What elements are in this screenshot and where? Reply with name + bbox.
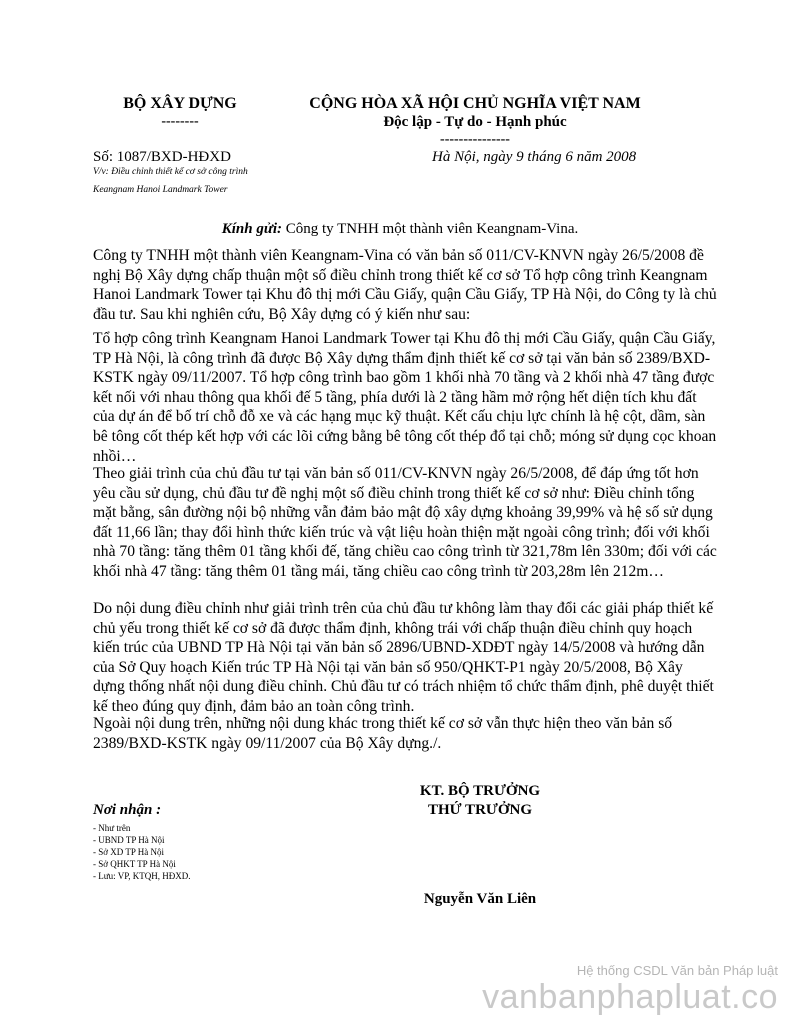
addressee-label: Kính gửi:	[221, 221, 282, 237]
subject-line-2: Keangnam Hanoi Landmark Tower	[93, 185, 228, 195]
signature-title-1: KT. BỘ TRƯỞNG	[419, 783, 541, 799]
signature-title-2: THỨ TRƯỞNG	[427, 802, 533, 818]
subject-line-1: V/v: Điều chỉnh thiết kế cơ sở công trình	[93, 167, 248, 177]
agency-name: BỘ XÂY DỰNG	[123, 95, 237, 112]
nation-title: CỘNG HÒA XÃ HỘI CHỦ NGHĨA VIỆT NAM	[309, 95, 641, 112]
watermark-caption: Hệ thống CSDL Văn bản Pháp luật	[576, 963, 778, 978]
recipient-item: - Như trên	[93, 823, 131, 833]
recipient-item: - Sở XD TP Hà Nội	[93, 847, 165, 857]
signer-name: Nguyễn Văn Liên	[423, 891, 537, 907]
addressee-name: Công ty TNHH một thành viên Keangnam-Vina.	[281, 221, 579, 237]
document-number: Số: 1087/BXD-HĐXD	[93, 149, 231, 165]
body-paragraph-3: Theo giải trình của chủ đầu tư tại văn bản số 011/CV-KNVN ngày 26/5/2008, để đáp ứng tốt hơn yêu cầu sử dụng, chủ đầu tư đề nghị một số điều chỉnh trong thiết kế cơ sở như: Điều chỉnh tổng mặt bằng, sân đường nội bộ những vẫn đảm bảo mật độ xây dựng khoảng 39,99% và hệ số sử dụng đất 11,66 lần; thay đổi hình thức kiến trúc và vật liệu hoàn thiện mặt ngoài công trình; đối với khối nhà 70 tầng: tăng thêm 01 tầng khối đế, tăng chiều cao công trình từ 321,78m lên 330m; đối với các khối nhà 47 tầng: tăng thêm 01 tầng mái, tăng chiều cao công trình từ 203,28m lên 212m…	[93, 465, 717, 580]
recipients-list	[93, 822, 190, 882]
body-paragraph-5: Ngoài nội dung trên, những nội dung khác trong thiết kế cơ sở vẫn thực hiện theo văn bản số 2389/BXD-KSTK ngày 09/11/2007 của Bộ Xây dựng./.	[93, 715, 673, 752]
watermark-site: vanbanphapluat.co	[482, 978, 778, 1016]
body-paragraph-1: Công ty TNHH một thành viên Keangnam-Vina có văn bản số 011/CV-KNVN ngày 26/5/2008 đề nghị Bộ Xây dựng chấp thuận một số điều chỉnh trong thiết kế cơ sở Tổ hợp công trình Keangnam Hanoi Landmark Tower tại Khu đô thị mới Cầu Giấy, quận Cầu Giấy, TP Hà Nội, do Công ty là chủ đầu tư. Sau khi nghiên cứu, Bộ Xây dựng có ý kiến như sau:	[93, 247, 717, 323]
place-date: Hà Nội, ngày 9 tháng 6 năm 2008	[432, 149, 637, 165]
recipient-item: - Sở QHKT TP Hà Nội	[93, 859, 176, 869]
body-paragraph-4: Do nội dung điều chỉnh như giải trình trên của chủ đầu tư không làm thay đổi các giải pháp thiết kế chủ yếu trong thiết kế cơ sở đã được thẩm định, không trái với chấp thuận điều chỉnh quy hoạch kiến trúc của UBND TP Hà Nội tại văn bản số 2896/UBND-XDĐT ngày 14/5/2008 và hướng dẫn của Sở Quy hoạch Kiến trúc TP Hà Nội tại văn bản số 950/QHKT-P1 ngày 20/5/2008, Bộ Xây dựng thống nhất nội dung điều chỉnh. Chủ đầu tư có trách nhiệm tổ chức thẩm định, phê duyệt thiết kế theo đúng quy định, đảm bảo an toàn công trình.	[93, 600, 714, 715]
recipient-item: - Lưu: VP, KTQH, HĐXD.	[93, 871, 191, 881]
body-paragraph-2: Tổ hợp công trình Keangnam Hanoi Landmark Tower tại Khu đô thị mới Cầu Giấy, quận Cầu Giấy, TP Hà Nội, là công trình đã được Bộ Xây dựng thẩm định thiết kế cơ sở tại văn bản số 2389/BXD-KSTK ngày 09/11/2007. Tổ hợp công trình bao gồm 1 khối nhà 70 tầng và 2 khối nhà 47 tầng được kết nối với nhau thông qua khối đế 5 tầng, phía dưới là 2 tầng hầm mở rộng hết diện tích khu đất của dự án để bố trí chỗ đỗ xe và các hạng mục kỹ thuật. Kết cấu chịu lực chính là hệ cột, dầm, sàn bê tông cốt thép kết hợp với các lõi cứng bằng bê tông cốt thép đổ tại chỗ; móng sử dụng cọc khoan nhồi…	[93, 330, 717, 465]
motto: Độc lập - Tự do - Hạnh phúc	[383, 114, 567, 130]
recipient-item: - UBND TP Hà Nội	[93, 835, 165, 845]
addressee	[0, 221, 800, 238]
agency-rule: --------	[161, 114, 199, 129]
recipients-title: Nơi nhận :	[93, 802, 162, 818]
motto-rule: ---------------	[440, 132, 510, 147]
